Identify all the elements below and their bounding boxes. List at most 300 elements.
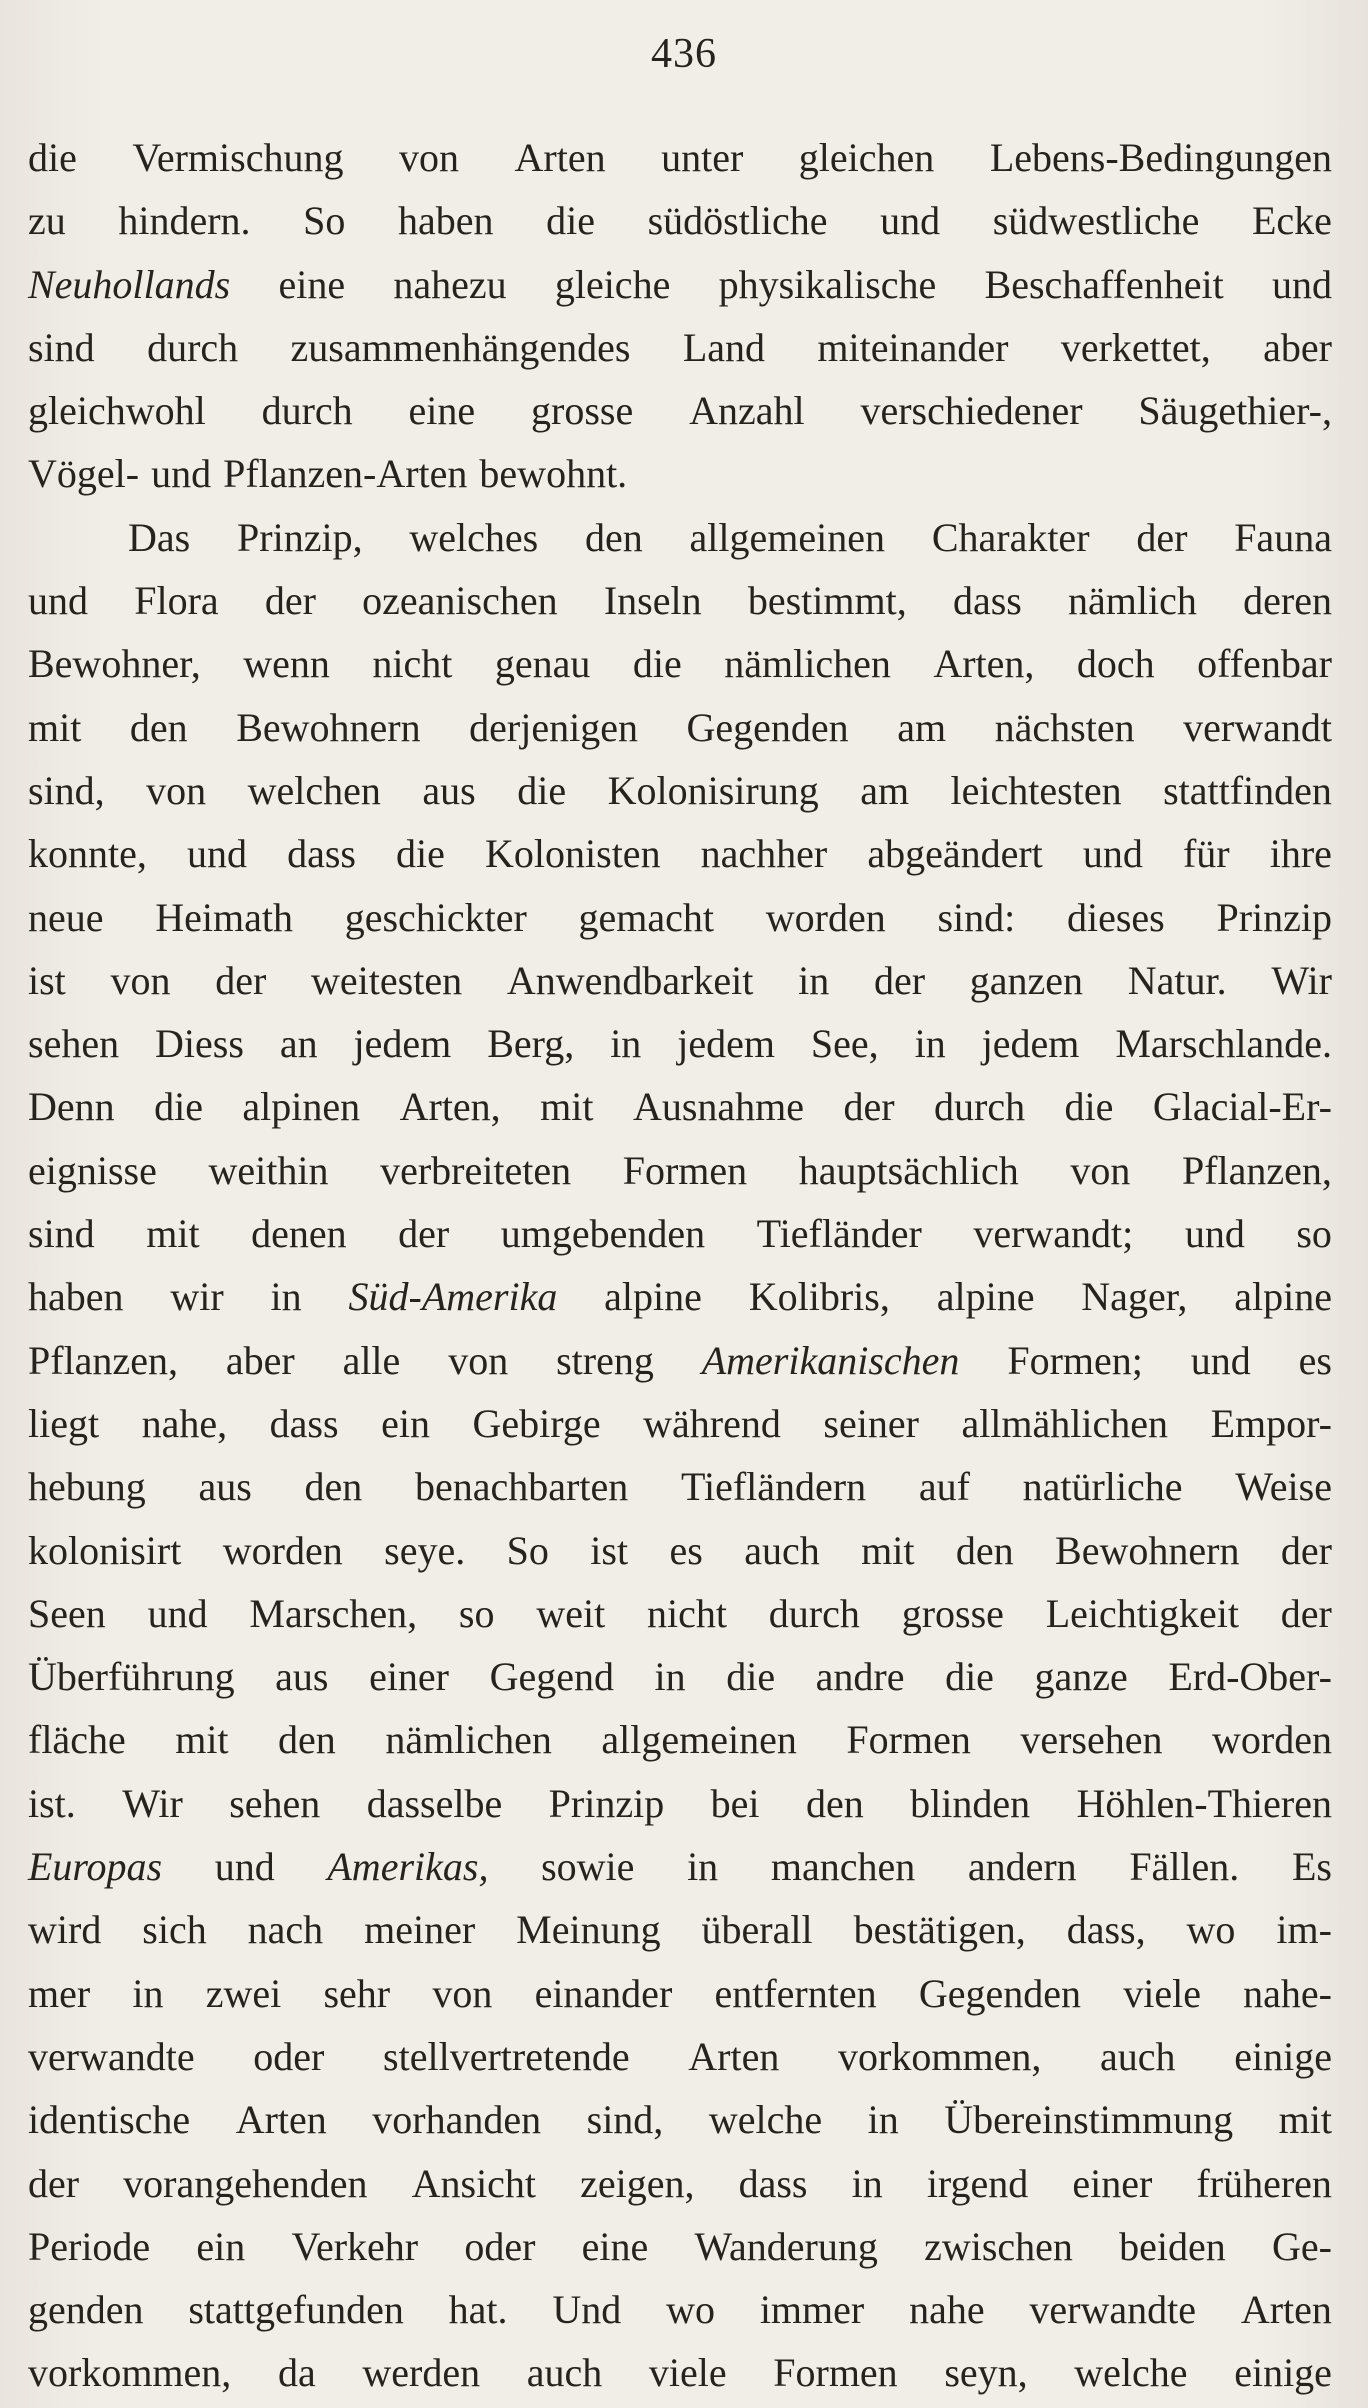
word: Gegenden bbox=[918, 1970, 1081, 2016]
word: andre bbox=[815, 1654, 905, 1700]
word: Marschen, bbox=[249, 1590, 418, 1636]
word: und bbox=[186, 831, 247, 877]
word: oder bbox=[464, 2223, 536, 2269]
word: natürliche bbox=[1022, 1464, 1183, 1510]
word: Säugethier-, bbox=[1138, 388, 1332, 434]
word: Ansicht bbox=[411, 2160, 537, 2206]
word: sind: bbox=[937, 894, 1016, 940]
word: Anwendbarkeit bbox=[506, 957, 754, 1003]
text-line bbox=[28, 1962, 1332, 2025]
word: leichtesten bbox=[950, 767, 1122, 813]
word: hindern. bbox=[118, 198, 251, 244]
word: haben bbox=[397, 198, 494, 244]
text-line bbox=[28, 569, 1332, 632]
word: Fauna bbox=[1234, 514, 1332, 560]
word: Verkehr bbox=[291, 2223, 419, 2269]
word: und bbox=[214, 1844, 275, 1890]
word: im- bbox=[1276, 1907, 1332, 1953]
word: Charakter bbox=[931, 514, 1090, 560]
word: worden bbox=[1211, 1717, 1332, 1763]
word: vorkommen, bbox=[28, 2350, 232, 2396]
text-line bbox=[28, 2341, 1332, 2404]
text-line bbox=[28, 1455, 1332, 1518]
word: neue bbox=[28, 894, 104, 940]
word: auch bbox=[526, 2350, 603, 2396]
word: hauptsächlich bbox=[798, 1147, 1019, 1193]
text-line bbox=[28, 1582, 1332, 1645]
word: deren bbox=[1243, 578, 1332, 624]
word: nicht bbox=[647, 1590, 727, 1636]
word: nämlichen bbox=[724, 641, 891, 687]
word: weit bbox=[536, 1590, 606, 1636]
text-line bbox=[28, 1898, 1332, 1961]
word: gemacht bbox=[578, 894, 715, 940]
word: der bbox=[398, 1211, 450, 1257]
text-line bbox=[28, 949, 1332, 1012]
word: wird bbox=[28, 1907, 102, 1953]
word: Gebirge bbox=[472, 1400, 601, 1446]
word: seyn, bbox=[944, 2350, 1028, 2396]
word: verwandte bbox=[1029, 2287, 1196, 2333]
word: dasselbe bbox=[366, 1780, 503, 1826]
word: Tiefländern bbox=[680, 1464, 867, 1510]
word: den bbox=[584, 514, 643, 560]
text-line bbox=[28, 2088, 1332, 2151]
word: in bbox=[270, 1274, 302, 1320]
word: die bbox=[28, 135, 77, 180]
word: nach bbox=[247, 1907, 324, 1953]
word: einer bbox=[369, 1654, 450, 1700]
word: gleichwohl bbox=[28, 388, 206, 434]
word: bestätigen, bbox=[853, 1907, 1026, 1953]
word: geschickter bbox=[344, 894, 527, 940]
word: Wir bbox=[1271, 957, 1332, 1003]
word: Kolibris, bbox=[748, 1274, 890, 1320]
word: abgeändert bbox=[867, 831, 1043, 877]
word: vorangehenden bbox=[123, 2160, 368, 2206]
word: wo bbox=[666, 2287, 715, 2333]
word: dass bbox=[269, 1400, 339, 1446]
word: Bewohnern bbox=[1055, 1527, 1240, 1573]
word: in bbox=[798, 957, 830, 1003]
word: stellvertretende bbox=[383, 2033, 630, 2079]
word: verschiedener bbox=[860, 388, 1083, 434]
word: sehen bbox=[28, 1021, 120, 1067]
word: nahezu bbox=[393, 261, 507, 307]
word: mer bbox=[28, 1970, 91, 2016]
word: jedem bbox=[981, 1021, 1080, 1067]
word: alle bbox=[342, 1337, 401, 1383]
word: wo bbox=[1186, 1907, 1236, 1953]
word: alpinen bbox=[242, 1084, 361, 1130]
word: früheren bbox=[1196, 2160, 1332, 2206]
word: dieses bbox=[1066, 894, 1165, 940]
word: zusammenhängendes bbox=[290, 324, 631, 370]
word: alpine bbox=[604, 1274, 702, 1320]
text-line bbox=[28, 822, 1332, 885]
word: Prinzip bbox=[548, 1780, 665, 1826]
word: Empor- bbox=[1210, 1400, 1332, 1446]
word: auch bbox=[744, 1527, 820, 1573]
word: bestimmt, bbox=[747, 578, 907, 624]
word: Meinung bbox=[516, 1907, 661, 1953]
word: mit bbox=[540, 1084, 594, 1130]
word: Formen bbox=[622, 1147, 748, 1193]
text-line bbox=[28, 2152, 1332, 2215]
word: Pflanzen, bbox=[28, 1337, 178, 1383]
word: sowie bbox=[541, 1844, 635, 1890]
word: beiden bbox=[1119, 2223, 1226, 2269]
word: vorkommen, bbox=[838, 2033, 1042, 2079]
word: Lebens-Bedingungen bbox=[989, 135, 1332, 180]
word: verbreiteten bbox=[380, 1147, 572, 1193]
word: und bbox=[1190, 1337, 1251, 1383]
word: der bbox=[1280, 1527, 1332, 1573]
word: nahe bbox=[909, 2287, 985, 2333]
word: und bbox=[1184, 1211, 1245, 1257]
word: viele bbox=[648, 2350, 727, 2396]
word: Kolonisten bbox=[485, 831, 661, 877]
word: in bbox=[132, 1970, 164, 2016]
word: den bbox=[129, 704, 188, 750]
word: Diess bbox=[155, 1021, 244, 1067]
word: Formen; bbox=[1007, 1337, 1143, 1383]
word: allgemeinen bbox=[601, 1717, 797, 1763]
text-line bbox=[28, 1329, 1332, 1392]
word: aus bbox=[198, 1464, 252, 1510]
word: aber bbox=[225, 1337, 295, 1383]
word: die bbox=[726, 1654, 776, 1700]
word: aus bbox=[275, 1654, 329, 1700]
word: konnte, bbox=[28, 831, 147, 877]
word: genau bbox=[494, 641, 591, 687]
word: während bbox=[643, 1400, 781, 1446]
word: von bbox=[448, 1337, 509, 1383]
word: wir bbox=[170, 1274, 224, 1320]
word: Weise bbox=[1235, 1464, 1332, 1510]
italic-word: Neuhollands bbox=[28, 261, 231, 307]
word: nicht bbox=[372, 641, 453, 687]
word: von bbox=[110, 957, 171, 1003]
word: Übereinstimmung bbox=[944, 2097, 1234, 2143]
word: blinden bbox=[910, 1780, 1031, 1826]
word: Formen bbox=[773, 2350, 898, 2396]
word: jedem bbox=[353, 1021, 452, 1067]
word: ist bbox=[590, 1527, 629, 1573]
word: südwestliche bbox=[992, 198, 1200, 244]
word: die bbox=[154, 1084, 203, 1130]
word: Und bbox=[552, 2287, 622, 2333]
word: nahe, bbox=[141, 1400, 228, 1446]
word: unter bbox=[661, 135, 744, 180]
word: Das bbox=[128, 514, 191, 560]
word: und bbox=[151, 451, 212, 497]
italic-word: Europas bbox=[28, 1844, 163, 1890]
word: Periode bbox=[28, 2223, 151, 2269]
word: an bbox=[279, 1021, 318, 1067]
word: zeigen, bbox=[580, 2160, 695, 2206]
word: sehen bbox=[229, 1780, 321, 1826]
word: dass, bbox=[1066, 1907, 1146, 1953]
word: sehr bbox=[323, 1970, 391, 2016]
word: gleichen bbox=[798, 135, 935, 180]
word: seiner bbox=[823, 1400, 919, 1446]
word: eine bbox=[408, 388, 476, 434]
word: auch bbox=[1100, 2033, 1176, 2079]
word: allgemeinen bbox=[689, 514, 886, 560]
word: seye. bbox=[384, 1527, 466, 1573]
word: die bbox=[546, 198, 595, 244]
word: Seen bbox=[28, 1590, 106, 1636]
word: nämlichen bbox=[385, 1717, 552, 1763]
word: Arten bbox=[514, 135, 606, 180]
word: alpine bbox=[1234, 1274, 1332, 1320]
word: der bbox=[843, 1084, 895, 1130]
word: worden bbox=[765, 894, 886, 940]
word: dass bbox=[738, 2160, 808, 2206]
word: Ausnahme bbox=[632, 1084, 805, 1130]
text-line bbox=[28, 632, 1332, 695]
word: welchen bbox=[247, 767, 381, 813]
text-line bbox=[28, 379, 1332, 442]
word: der bbox=[1280, 1590, 1332, 1636]
word: Ge- bbox=[1271, 2223, 1332, 2269]
word: So bbox=[506, 1527, 549, 1573]
word: einer bbox=[1072, 2160, 1153, 2206]
word: doch bbox=[1076, 641, 1155, 687]
word: durch bbox=[768, 1590, 860, 1636]
word: Kolonisirung bbox=[607, 767, 819, 813]
word: liegt bbox=[28, 1400, 100, 1446]
word: Formen bbox=[846, 1717, 971, 1763]
text-line bbox=[28, 189, 1332, 252]
word: Berg, bbox=[487, 1021, 575, 1067]
word: durch bbox=[261, 388, 353, 434]
word: und bbox=[1271, 261, 1332, 307]
word: von bbox=[398, 135, 459, 180]
word: Arten, bbox=[933, 641, 1035, 687]
word: hat. bbox=[448, 2287, 508, 2333]
word: nachher bbox=[700, 831, 828, 877]
word: irgend bbox=[926, 2160, 1029, 2206]
text-line bbox=[28, 1708, 1332, 1771]
word: der bbox=[1136, 514, 1188, 560]
word: der bbox=[215, 957, 267, 1003]
word: stattgefunden bbox=[188, 2287, 404, 2333]
word: Glacial-Er- bbox=[1152, 1084, 1332, 1130]
word: mit bbox=[1278, 2097, 1332, 2143]
text-line bbox=[28, 696, 1332, 759]
word: und bbox=[28, 578, 88, 624]
word: weitesten bbox=[311, 957, 463, 1003]
text-line bbox=[28, 126, 1332, 189]
text-line bbox=[28, 1202, 1332, 1265]
word: Bewohnern bbox=[236, 704, 421, 750]
text-line bbox=[28, 886, 1332, 949]
word: Vögel- bbox=[28, 451, 140, 497]
word: versehen bbox=[1020, 1717, 1163, 1763]
word: ist bbox=[28, 957, 66, 1003]
word: eine bbox=[278, 261, 346, 307]
word: miteinander bbox=[817, 324, 1009, 370]
word: Überführung bbox=[28, 1654, 235, 1700]
word: offenbar bbox=[1197, 641, 1332, 687]
word: eignisse bbox=[28, 1147, 157, 1193]
word: zu bbox=[28, 198, 66, 244]
word: welches bbox=[409, 514, 539, 560]
word: andern bbox=[967, 1844, 1077, 1890]
word: entfernten bbox=[714, 1970, 877, 2016]
word: Wanderung bbox=[694, 2223, 878, 2269]
word: werden bbox=[362, 2350, 481, 2396]
word: Erd-Ober- bbox=[1168, 1654, 1332, 1700]
word: weithin bbox=[208, 1147, 329, 1193]
word: bewohnt. bbox=[479, 451, 628, 497]
word: in bbox=[654, 1654, 686, 1700]
word: in bbox=[867, 2097, 899, 2143]
word: sind, bbox=[28, 767, 105, 813]
word: fläche bbox=[28, 1717, 126, 1763]
word: Gegend bbox=[489, 1654, 614, 1700]
word: haben bbox=[28, 1274, 124, 1320]
word: Arten bbox=[235, 2097, 327, 2143]
word: Flora bbox=[134, 578, 219, 624]
word: einige bbox=[1234, 2350, 1332, 2396]
word: stattfinden bbox=[1163, 767, 1332, 813]
word: Denn bbox=[28, 1084, 115, 1130]
word: vorhanden bbox=[372, 2097, 542, 2143]
word: Arten bbox=[1240, 2287, 1332, 2333]
word: allmählichen bbox=[961, 1400, 1169, 1446]
word: welche bbox=[1074, 2350, 1188, 2396]
word: ganze bbox=[1034, 1654, 1128, 1700]
word: viele bbox=[1123, 1970, 1201, 2016]
word: die bbox=[1064, 1084, 1114, 1130]
word: in bbox=[610, 1021, 642, 1067]
word: Beschaffenheit bbox=[984, 261, 1224, 307]
word: einige bbox=[1234, 2033, 1332, 2079]
word: einander bbox=[534, 1970, 673, 2016]
word: südöstliche bbox=[647, 198, 828, 244]
word: grosse bbox=[531, 388, 634, 434]
word: Land bbox=[682, 324, 766, 370]
word: aus bbox=[422, 767, 476, 813]
text-line bbox=[28, 442, 1332, 505]
word: mit bbox=[146, 1211, 200, 1257]
word: grosse bbox=[901, 1590, 1004, 1636]
word: Tiefländer bbox=[756, 1211, 922, 1257]
text-line bbox=[28, 1012, 1332, 1075]
word: aber bbox=[1263, 324, 1332, 370]
word: sind bbox=[28, 324, 95, 370]
word: nahe- bbox=[1243, 1970, 1332, 2016]
word: Bewohner, bbox=[28, 641, 201, 687]
word: und bbox=[1082, 831, 1143, 877]
word: Pflanzen-Arten bbox=[223, 451, 468, 497]
word: ein bbox=[381, 1400, 430, 1446]
word: Wir bbox=[122, 1780, 183, 1826]
word: ozeanischen bbox=[362, 578, 558, 624]
word: zwei bbox=[205, 1970, 282, 2016]
word: die bbox=[396, 831, 445, 877]
word: Anzahl bbox=[689, 388, 805, 434]
word: den bbox=[805, 1780, 864, 1826]
word: mit bbox=[28, 704, 82, 750]
word: Inseln bbox=[603, 578, 702, 624]
text-line bbox=[28, 1519, 1332, 1582]
word: physikalische bbox=[718, 261, 937, 307]
word: gleiche bbox=[554, 261, 671, 307]
word: denen bbox=[251, 1211, 347, 1257]
word: alpine bbox=[936, 1274, 1035, 1320]
word: mit bbox=[175, 1717, 229, 1763]
text-line bbox=[28, 1265, 1332, 1328]
text-line bbox=[28, 2215, 1332, 2278]
word: umgebenden bbox=[500, 1211, 706, 1257]
italic-word: Amerikanischen bbox=[701, 1337, 960, 1383]
word: mit bbox=[861, 1527, 915, 1573]
word: am bbox=[860, 767, 910, 813]
word: nächsten bbox=[994, 704, 1135, 750]
text-line bbox=[28, 1772, 1332, 1835]
word: See, bbox=[810, 1021, 879, 1067]
word: identische bbox=[28, 2097, 191, 2143]
word: der bbox=[264, 578, 316, 624]
text-line bbox=[28, 1392, 1332, 1455]
word: in bbox=[851, 2160, 883, 2206]
word: Nager, bbox=[1081, 1274, 1188, 1320]
word: den bbox=[304, 1464, 363, 1510]
text-line bbox=[28, 1075, 1332, 1138]
word: durch bbox=[147, 324, 239, 370]
word: in bbox=[687, 1844, 719, 1890]
word: in bbox=[914, 1021, 946, 1067]
word: eine bbox=[581, 2223, 649, 2269]
word: da bbox=[277, 2350, 316, 2396]
text-line bbox=[28, 253, 1332, 316]
word: auf bbox=[918, 1464, 970, 1510]
word: es bbox=[669, 1527, 703, 1573]
word: den bbox=[955, 1527, 1014, 1573]
word: verkettet, bbox=[1060, 324, 1211, 370]
word: Höhlen-Thieren bbox=[1076, 1780, 1332, 1826]
text-line bbox=[28, 506, 1332, 569]
word: benachbarten bbox=[415, 1464, 629, 1510]
word: Es bbox=[1291, 1844, 1332, 1890]
word: dass bbox=[287, 831, 356, 877]
word: worden bbox=[222, 1527, 343, 1573]
word: Leichtigkeit bbox=[1045, 1590, 1239, 1636]
body-text bbox=[28, 126, 1332, 2405]
word: bei bbox=[710, 1780, 760, 1826]
text-line bbox=[28, 2025, 1332, 2088]
text-line bbox=[28, 1139, 1332, 1202]
text-line bbox=[28, 1835, 1332, 1898]
word: verwandt; bbox=[973, 1211, 1134, 1257]
word: Vermischung bbox=[132, 135, 344, 180]
word: jedem bbox=[677, 1021, 775, 1067]
word: immer bbox=[759, 2287, 865, 2333]
word: von bbox=[432, 1970, 493, 2016]
word: die bbox=[517, 767, 567, 813]
word: welche bbox=[708, 2097, 823, 2143]
word: manchen bbox=[770, 1844, 916, 1890]
word: ihre bbox=[1269, 831, 1332, 877]
word: Arten, bbox=[399, 1084, 501, 1130]
word: der bbox=[28, 2160, 80, 2206]
word: so bbox=[458, 1590, 495, 1636]
word: durch bbox=[934, 1084, 1026, 1130]
